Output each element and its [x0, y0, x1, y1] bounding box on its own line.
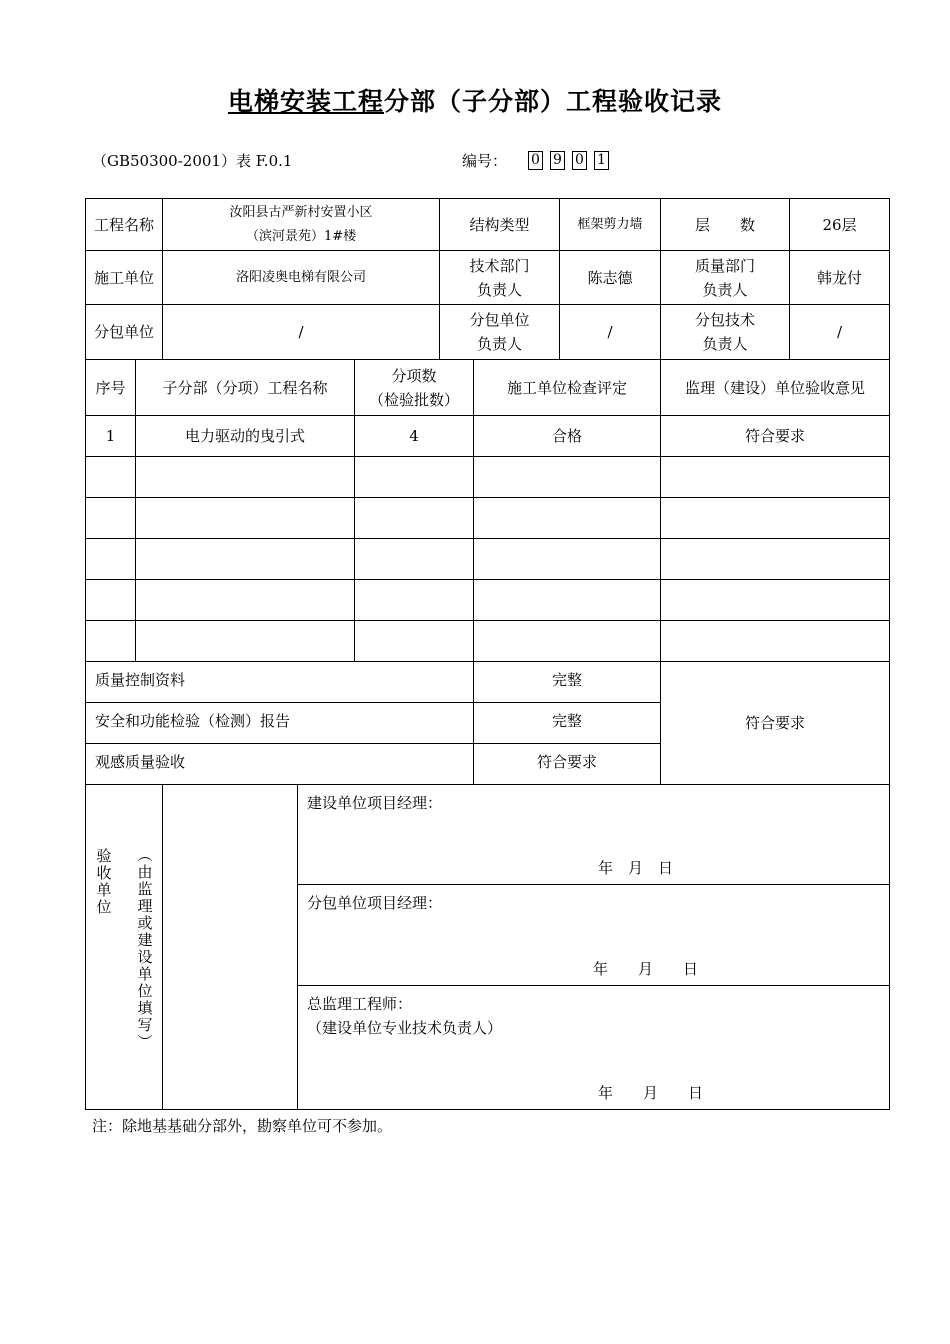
- col-seq: 序号: [86, 360, 136, 416]
- subcontractor-label: 分包单位: [86, 305, 163, 360]
- quality-dept-value: 韩龙付: [790, 251, 890, 305]
- project-name-label: 工程名称: [86, 199, 163, 251]
- sub-pm-date: 年 月 日: [593, 960, 699, 978]
- acceptance-unit-label: 验收单位: [94, 848, 113, 916]
- builder-pm-label: 建设单位项目经理：: [307, 794, 443, 812]
- subcontractor-value: /: [163, 305, 440, 360]
- row-name: 电力驱动的曳引式: [136, 416, 355, 457]
- acceptance-table: [85, 198, 890, 1110]
- number-boxes: [528, 151, 609, 170]
- floors-value: 26层: [790, 199, 890, 251]
- col-name: 子分部（分项）工程名称: [136, 360, 355, 416]
- table-row: [86, 580, 890, 621]
- appearance-label: 观感质量验收: [86, 744, 474, 785]
- structure-value: 框架剪力墙: [560, 199, 661, 251]
- quality-dept-label: 质量部门 负责人: [661, 251, 790, 305]
- col-check: 施工单位检查评定: [474, 360, 661, 416]
- chief-supervisor-date: 年 月 日: [598, 1084, 704, 1102]
- contractor-label: 施工单位: [86, 251, 163, 305]
- safety-value: 完整: [474, 703, 661, 744]
- floors-label: 层 数: [661, 199, 790, 251]
- contractor-value: 洛阳凌奥电梯有限公司: [163, 251, 440, 305]
- builder-pm-date: 年 月 日: [598, 859, 674, 877]
- row-count: 4: [355, 416, 474, 457]
- col-count: 分项数 （检验批数）: [355, 360, 474, 416]
- structure-label: 结构类型: [440, 199, 560, 251]
- quality-docs-value: 完整: [474, 662, 661, 703]
- sub-tech-label: 分包技术 负责人: [661, 305, 790, 360]
- appearance-value: 符合要求: [474, 744, 661, 785]
- form-code: （GB50300-2001）表 F.0.1: [92, 152, 293, 170]
- builder-pm-cell: [298, 785, 890, 885]
- acceptance-fill-note: （由监理或建设单位填写）: [135, 847, 154, 1051]
- sub-head-label: 分包单位 负责人: [440, 305, 560, 360]
- number-label: 编号：: [462, 152, 508, 170]
- row-opinion: 符合要求: [661, 416, 890, 457]
- tech-dept-label: 技术部门 负责人: [440, 251, 560, 305]
- acceptance-blank: [163, 785, 298, 1110]
- number-digit: 9: [550, 151, 565, 170]
- acceptance-unit-cell: [86, 785, 163, 1110]
- title-rest: 分部（子分部）工程验收记录: [384, 87, 723, 116]
- chief-supervisor-label: 总监理工程师：: [307, 995, 413, 1013]
- safety-label: 安全和功能检验（检测）报告: [86, 703, 474, 744]
- sub-head-value: /: [560, 305, 661, 360]
- title-underlined: 电梯安装工程: [227, 87, 384, 116]
- number-digit: 1: [594, 151, 609, 170]
- project-name-value: 汝阳县古严新村安置小区 （滨河景苑）1#楼: [163, 199, 440, 251]
- row-seq: 1: [86, 416, 136, 457]
- sub-pm-cell: [298, 885, 890, 986]
- number-digit: 0: [528, 151, 543, 170]
- quality-docs-label: 质量控制资料: [86, 662, 474, 703]
- overall-opinion: 符合要求: [661, 662, 890, 785]
- sub-pm-label: 分包单位项目经理：: [307, 894, 443, 912]
- number-digit: 0: [572, 151, 587, 170]
- row-check: 合格: [474, 416, 661, 457]
- table-row: [86, 457, 890, 498]
- chief-supervisor-cell: [298, 986, 890, 1110]
- footnote: 注：除地基基础分部外，勘察单位可不参加。: [92, 1117, 393, 1135]
- tech-dept-value: 陈志德: [560, 251, 661, 305]
- col-opinion: 监理（建设）单位验收意见: [661, 360, 890, 416]
- table-row: [86, 498, 890, 539]
- table-row: [86, 539, 890, 580]
- chief-supervisor-note: （建设单位专业技术负责人）: [307, 1019, 503, 1037]
- table-row: [86, 416, 890, 457]
- sub-tech-value: /: [790, 305, 890, 360]
- page-title: [0, 82, 950, 118]
- table-row: [86, 621, 890, 662]
